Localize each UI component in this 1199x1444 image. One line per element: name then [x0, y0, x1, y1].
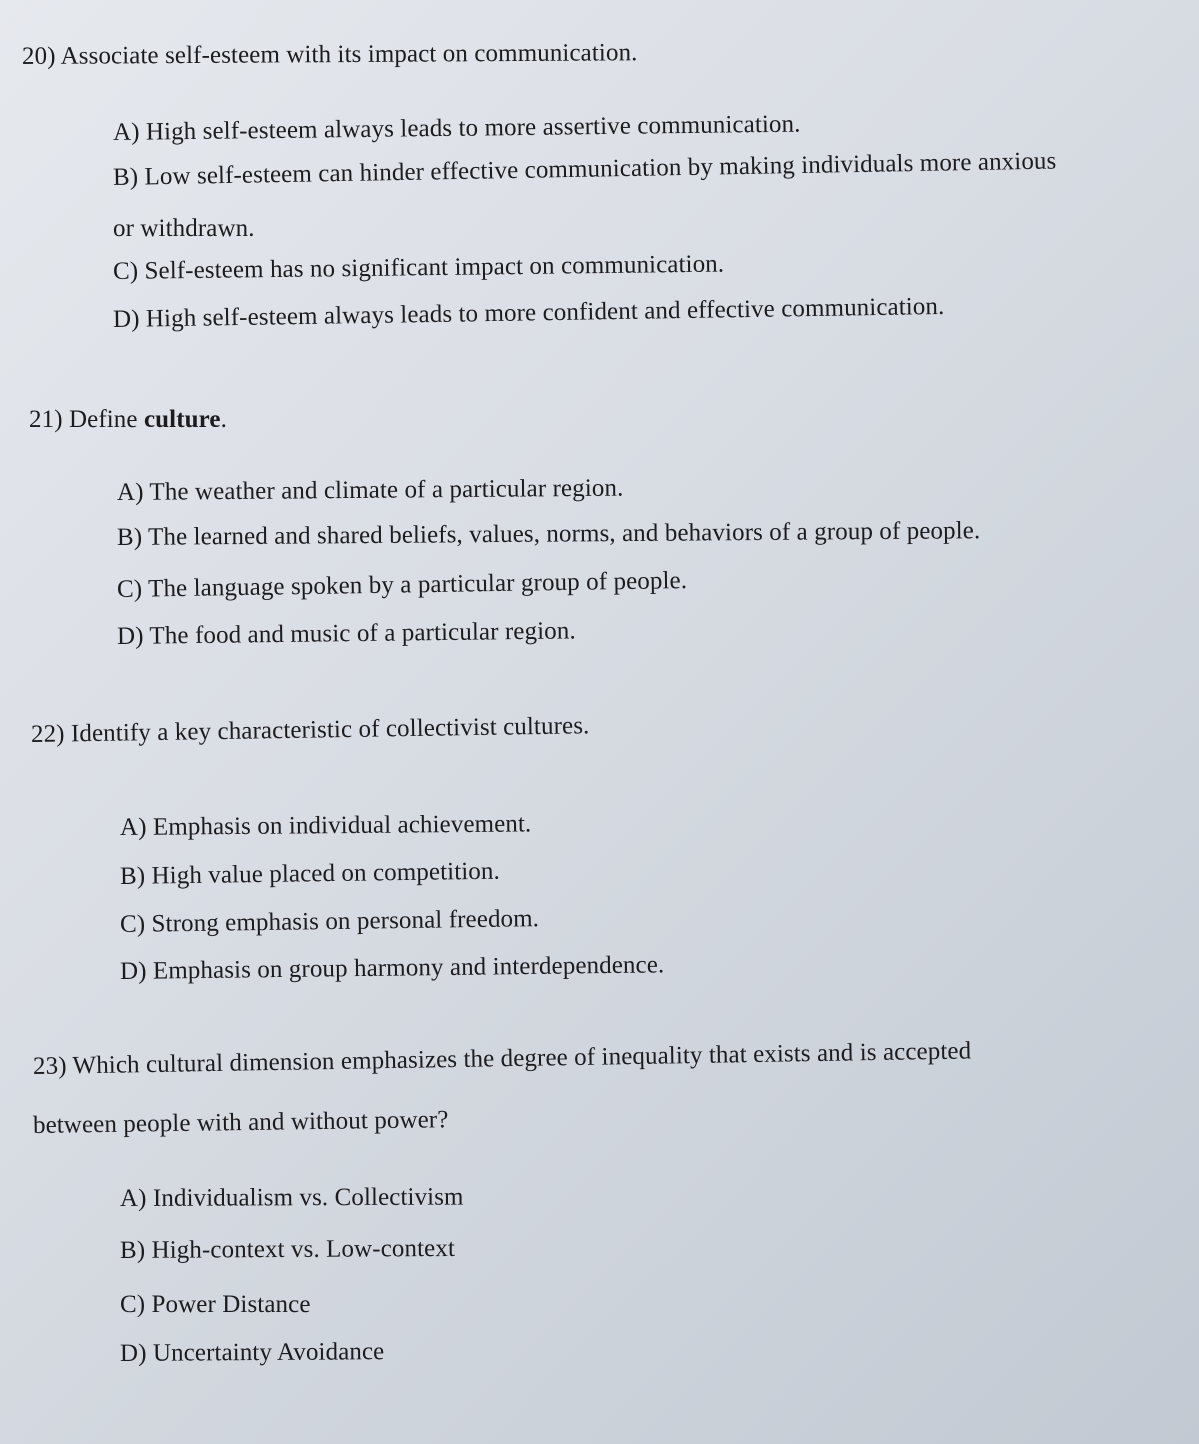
question-23-option-a: A) Individualism vs. Collectivism: [119, 1183, 464, 1212]
question-21-stem-suffix: .: [220, 406, 227, 433]
question-20-option-c: C) Self-esteem has no significant impact on communication.: [112, 250, 725, 285]
question-21-option-b: B) The learned and shared beliefs, values, norms, and behaviors of a group of people.: [116, 517, 981, 551]
question-22-stem: 22) Identify a key characteristic of collectivist cultures.: [30, 712, 590, 748]
question-20-option-b-cont: or withdrawn.: [113, 215, 255, 242]
question-20-stem: 20) Associate self-esteem with its impact on communication.: [21, 39, 638, 70]
question-22-option-c: C) Strong emphasis on personal freedom.: [119, 905, 540, 938]
question-20-option-a: A) High self-esteem always leads to more assertive communication.: [112, 110, 801, 146]
question-23-stem-cont: between people with and without power?: [32, 1106, 449, 1139]
question-20-option-d: D) High self-esteem always leads to more confident and effective communication.: [112, 292, 945, 333]
question-23-option-d: D) Uncertainty Avoidance: [119, 1338, 385, 1367]
question-22-option-b: B) High value placed on competition.: [119, 857, 501, 890]
question-20-option-b: B) Low self-esteem can hinder effective communication by making individuals more anxious: [112, 147, 1057, 191]
question-22-option-d: D) Emphasis on group harmony and interdependence.: [119, 951, 665, 985]
question-21-stem: [29, 405, 227, 435]
question-21-option-d: D) The food and music of a particular region.: [116, 617, 576, 650]
question-23-option-b: B) High-context vs. Low-context: [119, 1234, 456, 1264]
question-21-stem-prefix: 21) Define: [29, 406, 144, 433]
question-21-option-c: C) The language spoken by a particular group of people.: [116, 567, 688, 603]
question-21-stem-term: culture: [143, 406, 221, 433]
question-23-option-c: C) Power Distance: [120, 1291, 311, 1318]
question-21-option-a: A) The weather and climate of a particular region.: [116, 474, 624, 506]
question-22-option-a: A) Emphasis on individual achievement.: [119, 810, 532, 841]
question-23-stem: 23) Which cultural dimension emphasizes the degree of inequality that exists and is accepted: [32, 1037, 972, 1080]
